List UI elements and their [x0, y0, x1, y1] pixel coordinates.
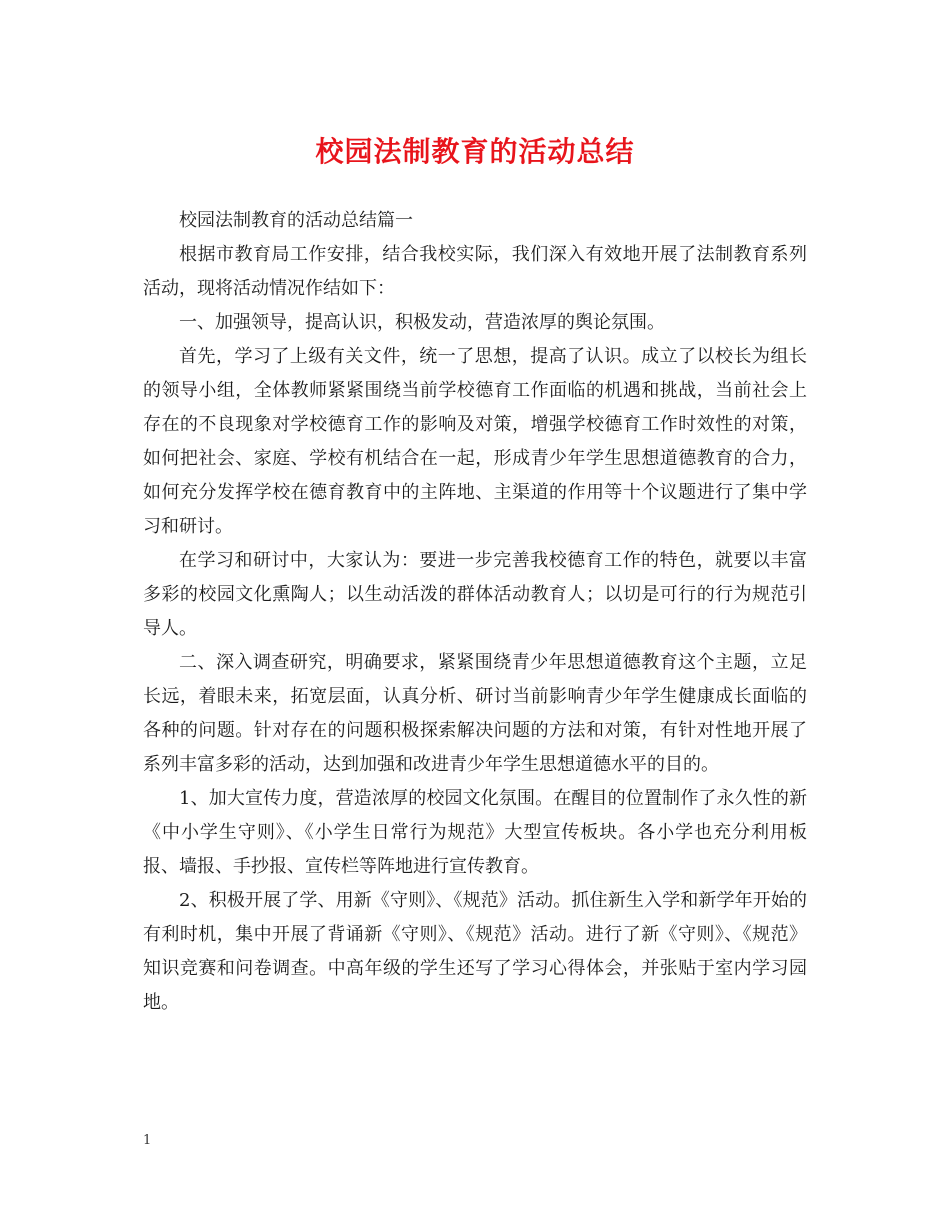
paragraph-section-heading: 校园法制教育的活动总结篇一 [179, 210, 413, 231]
page-number: 1 [143, 1133, 152, 1148]
document-title: 校园法制教育的活动总结 [315, 135, 635, 168]
paragraph-discussion: 在学习和研讨中，大家认为：要进一步完善我校德育工作的特色，就要以丰富多彩的校园文化熏陶人；以生动活泼的群体活动教育人；以切是可行的行为规范引导人。 [143, 550, 807, 639]
paragraph-point-one: 一、加强领导，提高认识，积极发动，营造浓厚的舆论氛围。 [179, 312, 665, 333]
paragraph-item-one: 1、加大宣传力度，营造浓厚的校园文化氛围。在醒目的位置制作了永久性的新《中小学生守则》、《小学生日常行为规范》大型宣传板块。各小学也充分利用板报、墙报、手抄报、宣传栏等阵地进行宣传教育。 [143, 788, 807, 877]
document-body [143, 204, 807, 1020]
paragraph-item-two: 2、积极开展了学、用新《守则》、《规范》活动。抓住新生入学和新学年开始的有利时机，集中开展了背诵新《守则》、《规范》活动。进行了新《守则》、《规范》知识竞赛和问卷调查。中高年级的学生还写了学习心得体会，并张贴于室内学习园地。 [143, 890, 807, 1013]
paragraph-intro: 根据市教育局工作安排，结合我校实际，我们深入有效地开展了法制教育系列活动，现将活动情况作结如下： [143, 244, 807, 299]
paragraph-study-details: 首先，学习了上级有关文件，统一了思想，提高了认识。成立了以校长为组长的领导小组，全体教师紧紧围绕当前学校德育工作面临的机遇和挑战，当前社会上存在的不良现象对学校德育工作的影响及对策，增强学校德育工作时效性的对策，如何把社会、家庭、学校有机结合在一起，形成青少年学生思想道德教育的合力，如何充分发挥学校在德育教育中的主阵地、主渠道的作用等十个议题进行了集中学习和研讨。 [143, 346, 807, 537]
paragraph-point-two: 二、深入调查研究，明确要求，紧紧围绕青少年思想道德教育这个主题，立足长远，着眼未来，拓宽层面，认真分析、研讨当前影响青少年学生健康成长面临的各种的问题。针对存在的问题积极探索解决问题的方法和对策，有针对性地开展了系列丰富多彩的活动，达到加强和改进青少年学生思想道德水平的目的。 [143, 652, 807, 775]
